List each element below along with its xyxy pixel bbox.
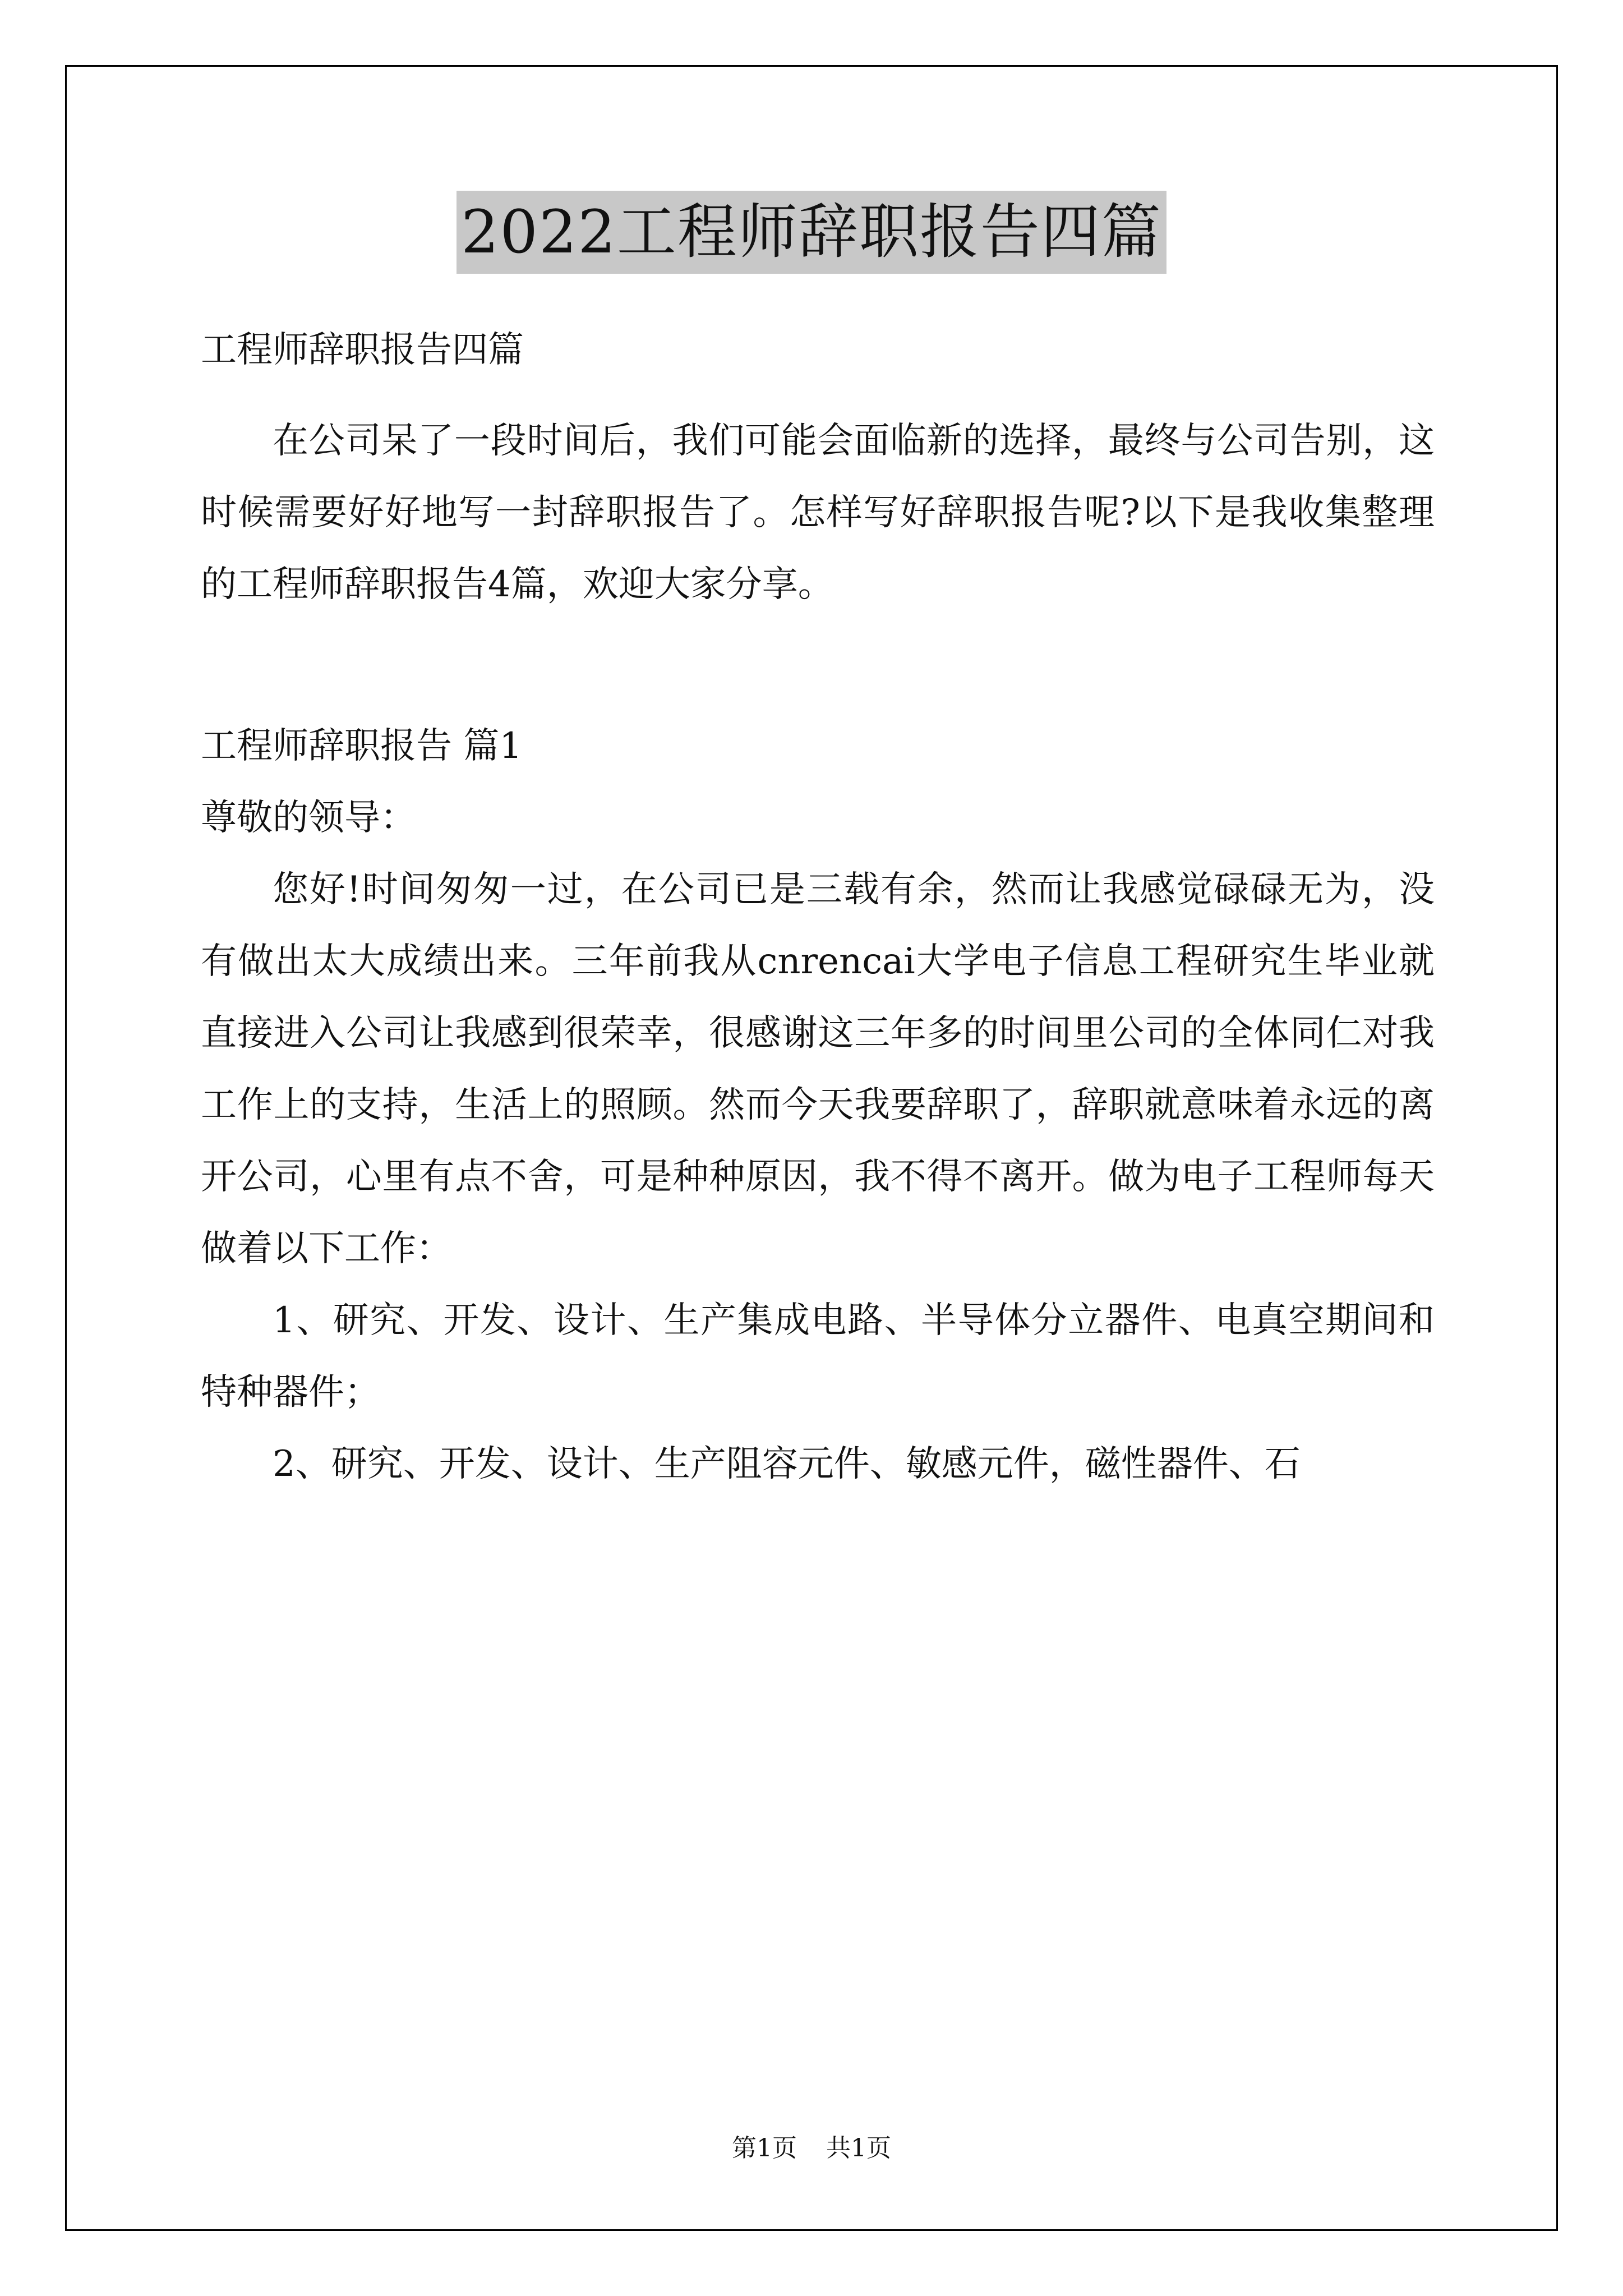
document-subtitle: 工程师辞职报告四篇 — [201, 329, 524, 371]
intro-paragraph: 在公司呆了一段时间后，我们可能会面临新的选择，最终与公司告别，这时候需要好好地写一封辞职报告了。怎样写好辞职报告呢?以下是我收集整理的工程师辞职报告4篇，欢迎大家分享。 — [201, 420, 1435, 605]
list-item-1: 1、研究、开发、设计、生产集成电路、半导体分立器件、电真空期间和特种器件； — [201, 1300, 1435, 1413]
page-total: 共1页 — [826, 2134, 891, 2162]
page-footer — [0, 2132, 1623, 2165]
title-block — [0, 191, 1623, 274]
document-body — [201, 314, 1435, 1500]
salutation: 尊敬的领导： — [201, 797, 416, 839]
list-item-2: 2、研究、开发、设计、生产阻容元件、敏感元件，磁性器件、石 — [273, 1443, 1301, 1485]
section-heading: 工程师辞职报告 篇1 — [201, 725, 523, 767]
page-number: 第1页 — [732, 2134, 797, 2162]
body-paragraph: 您好!时间匆匆一过，在公司已是三载有余，然而让我感觉碌碌无为，没有做出太大成绩出来。三年前我从cnrencai大学电子信息工程研究生毕业就直接进入公司让我感到很荣幸，很感谢这三年多的时间里公司的全体同仁对我工作上的支持，生活上的照顾。然而今天我要辞职了，辞职就意味着永远的离开公司，心里有点不舍，可是种种原因，我不得不离开。做为电子工程师每天做着以下工作： — [201, 869, 1435, 1269]
document-title: 2022工程师辞职报告四篇 — [457, 191, 1166, 274]
